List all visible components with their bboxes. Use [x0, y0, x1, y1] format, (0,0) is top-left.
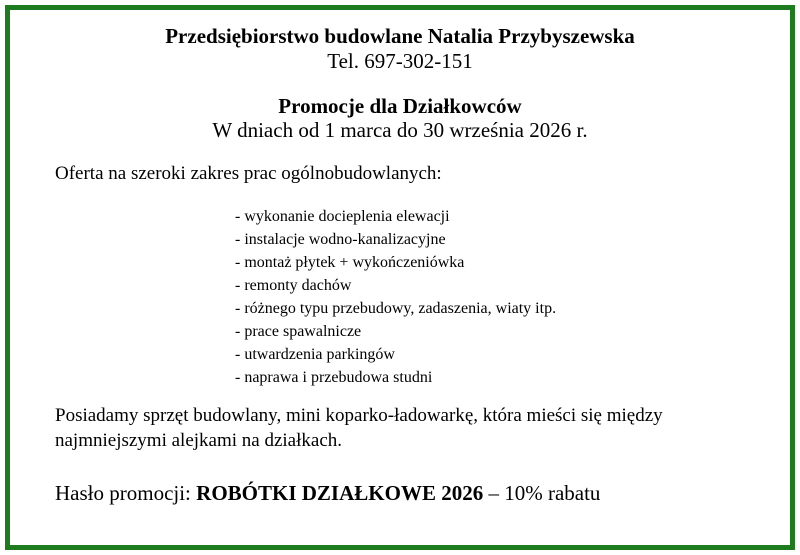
- flyer-content: [10, 10, 790, 545]
- service-item: - utwardzenia parkingów: [235, 346, 395, 363]
- equipment-paragraph: Posiadamy sprzęt budowlany, mini koparko-ładowarkę, która mieści się między najmniejszymi alejkami na działkach.: [55, 405, 663, 451]
- services-list: [235, 205, 556, 389]
- service-item: - montaż płytek + wykończeniówka: [235, 254, 465, 271]
- service-item: - różnego typu przebudowy, zadaszenia, wiaty itp.: [235, 300, 557, 317]
- service-item: - instalacje wodno-kanalizacyjne: [235, 231, 446, 248]
- promotion-title: Promocje dla Działkowców: [278, 94, 522, 118]
- service-item: - naprawa i przebudowa studni: [235, 369, 433, 386]
- service-item: - wykonanie docieplenia elewacji: [235, 208, 450, 225]
- service-item: - remonty dachów: [235, 277, 352, 294]
- promotion-dates: W dniach od 1 marca do 30 września 2026 r.: [212, 118, 588, 142]
- offer-intro: Oferta na szeroki zakres prac ogólnobudowlanych:: [55, 163, 442, 184]
- service-item: - prace spawalnicze: [235, 323, 362, 340]
- company-phone: Tel. 697-302-151: [327, 49, 473, 73]
- motto-prefix: Hasło promocji:: [55, 481, 197, 505]
- motto-code: ROBÓTKI DZIAŁKOWE 2026: [196, 481, 484, 505]
- motto-suffix: – 10% rabatu: [483, 481, 601, 505]
- company-name: Przedsiębiorstwo budowlane Natalia Przybyszewska: [165, 24, 635, 48]
- flyer-frame: [5, 5, 795, 550]
- promotion-motto: [55, 480, 600, 506]
